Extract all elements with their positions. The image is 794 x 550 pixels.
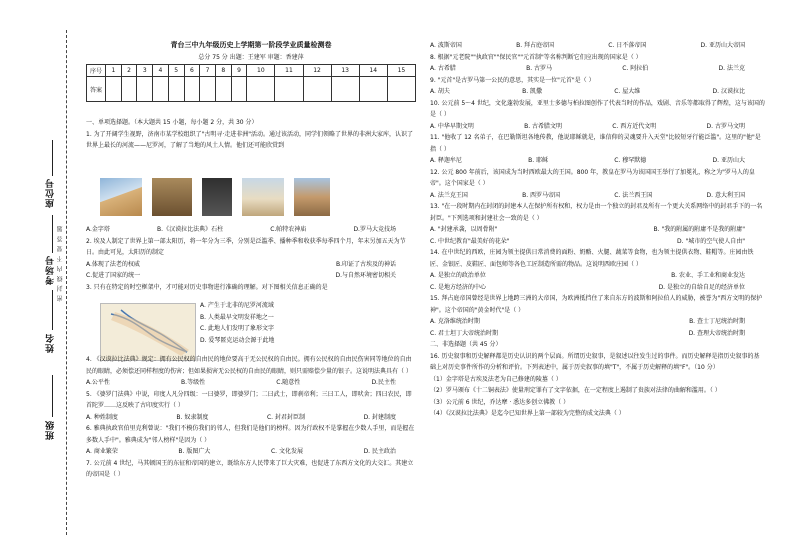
seat-underline — [52, 140, 53, 176]
answer-number: 7 — [200, 65, 216, 77]
q11-option-c[interactable]: C. 穆罕默德 — [614, 157, 647, 164]
q7-option-c[interactable]: C. 日不落帝国 — [608, 42, 647, 49]
answer-number: 3 — [137, 65, 153, 77]
q3-option-d[interactable]: D. 爱琴匿克运动会源于此地 — [200, 336, 275, 344]
mesopotamia-map — [100, 303, 196, 361]
q3-options — [200, 300, 415, 346]
q14-option-b[interactable]: B. 农业、手工业和商业发达 — [671, 272, 745, 279]
answer-cell[interactable] — [137, 77, 153, 102]
q6-option-d[interactable]: D. 民主政治 — [363, 448, 396, 455]
q14-option-c[interactable]: C. 是地方经济的中心 — [430, 283, 487, 291]
q12-option-c[interactable]: C. 法兰西王国 — [614, 191, 653, 199]
answer-cell[interactable] — [359, 77, 387, 102]
parthenon-image — [242, 178, 284, 216]
stele-image — [202, 178, 232, 216]
name-underline — [52, 290, 53, 330]
exam-title: 青台三中九年级历史上学期第一阶段学业质量检测卷 — [170, 41, 332, 49]
q2-option-d[interactable]: D.与自然环境密切相关 — [335, 272, 396, 279]
question-15: 15. 拜占庭帝国曾经是世界上地跨三洲的大帝国，为欧洲抵挡住了来自东方的波斯和阿拉伯人的威胁，被誉为"西方文明的保护神"。这个帝国的"黄金时代"是（ ） — [430, 295, 763, 314]
q11-option-d[interactable]: D. 亚历山大 — [712, 157, 745, 164]
q1-option-d[interactable]: D.罗马大竞技场 — [353, 226, 396, 233]
q4-option-d[interactable]: D.民主性 — [371, 379, 396, 386]
answer-cell[interactable] — [153, 77, 169, 102]
q4-option-c[interactable]: C.随意性 — [276, 379, 301, 386]
q11-option-a[interactable]: A. 释迦牟尼 — [430, 157, 462, 164]
q2-option-a[interactable]: A.体现了法老的权威 — [86, 260, 140, 268]
name-label: 姓名 — [46, 333, 56, 353]
q1-option-b[interactable]: B.《汉谟拉比法典》石柱 — [157, 226, 224, 233]
q6-option-c[interactable]: C. 文化发展 — [270, 448, 303, 455]
answer-cell[interactable] — [303, 77, 331, 102]
q16-item-3: （3）公元前 6 世纪，乔达摩 · 悉达多创立佛教（ ） — [430, 398, 570, 406]
question-5: 5. 《婆罗门法典》中说，印度人凡分四级：一曰婆罗，即婆罗门；二曰武士，即刹帝利；三曰工人，即吠舍；四曰农民，即首陀罗……这反映了古印度实行（ ） — [86, 390, 412, 409]
q8-option-b[interactable]: B. 古罗马 — [526, 65, 553, 72]
answer-number: 11 — [275, 65, 303, 77]
q15-option-c[interactable]: C. 君士坦丁大帝统治时期 — [430, 329, 499, 337]
q3-option-a[interactable]: A. 产生于北非的尼罗河流域 — [200, 302, 274, 309]
q12-option-a[interactable]: A. 法兰克王国 — [430, 191, 468, 199]
q4-option-b[interactable]: B.等级性 — [181, 379, 206, 386]
seal-note: 密 封 线 内 不 要 答 题 — [57, 225, 64, 302]
q15-option-b[interactable]: B. 查士丁尼统治时期 — [689, 318, 745, 325]
pyramid-image — [100, 178, 142, 216]
q6-option-b[interactable]: B. 版图广大 — [178, 448, 211, 455]
question-9: 9. "元首"是古罗马第一公民的意思，其实是一位"元首"是（ ） — [430, 76, 595, 84]
seal-line — [66, 30, 67, 535]
q1-option-a[interactable]: A.金字塔 — [86, 226, 110, 233]
answer-cell[interactable] — [200, 77, 216, 102]
q2-option-c[interactable]: C.促进了国家的统一 — [86, 272, 141, 279]
answer-cell[interactable] — [247, 77, 275, 102]
answer-number: 9 — [231, 65, 247, 77]
answer-cell[interactable] — [387, 77, 415, 102]
q1-option-c[interactable]: C.帕特农神庙 — [270, 226, 307, 233]
answer-number: 12 — [303, 65, 331, 77]
answer-cell[interactable] — [168, 77, 184, 102]
q2-option-b[interactable]: B.印证了古埃及的神话 — [335, 260, 396, 268]
q9-option-b[interactable]: B. 凯撒 — [522, 88, 543, 95]
section1 — [86, 117, 416, 152]
question-1: 1. 为了开阔学生视野，济南市某学校组织了"古明寻·走进非洲"活动。通过该活动，同学们领略了世界的非洲大家库，认识了世界上最长的河流——尼罗河，了解了当地的风土人情。他们还可能欣赏到 — [86, 130, 414, 149]
question-6: 6. 雅典执政官伯里克利曾说："我们不模仿我们的邻人，但我们是他们的榜样。因为行政权不是掌握在少数人手里，而是握在多数人手中"。雅典成为"邻人榜样"是因为（ ） — [86, 425, 415, 444]
questions-4-7 — [86, 354, 416, 481]
sphinx-image — [152, 178, 192, 216]
answer-number: 15 — [387, 65, 415, 77]
q5-option-a[interactable]: A. 种姓制度 — [86, 413, 118, 421]
q13-option-b[interactable]: B. "我的附属的附庸不是我的附庸" — [653, 226, 745, 233]
q9-option-c[interactable]: C. 屋大维 — [614, 88, 641, 95]
answer-number: 10 — [247, 65, 275, 77]
section2-heading: 二、非选择题（共 45 分） — [430, 341, 502, 348]
answer-number: 8 — [215, 65, 231, 77]
question-3: 3. 只有在特定的时空框架中，才可能对历史事物进行准确的理解。对下图相关信息正确的是 — [86, 283, 328, 291]
question-7: 7. 公元前 4 世纪，马其顿国王的东征和帝国的建立，既给东方人民带来了巨大灾难，也促进了东西方文化的大交汇。其建立的帝国是（ ） — [86, 459, 414, 478]
colosseum-image — [294, 178, 330, 216]
q16-item-1: （1）金字塔是古埃及法老为自己修建的陵墓（ ） — [430, 375, 562, 383]
q11-option-b[interactable]: B. 耶稣 — [528, 157, 549, 164]
q7-option-b[interactable]: B. 拜占庭帝国 — [516, 42, 555, 49]
q15-option-a[interactable]: A. 克洛维统治时期 — [430, 318, 480, 325]
q7-option-a[interactable]: A. 波斯帝国 — [430, 42, 462, 49]
q6-option-a[interactable]: A. 商业繁荣 — [86, 448, 118, 455]
answer-cell[interactable] — [275, 77, 303, 102]
answer-number: 5 — [168, 65, 184, 77]
q10-option-a[interactable]: A. 中华早期文明 — [430, 122, 474, 130]
q13-option-d[interactable]: D. "城市的空气使人自由" — [677, 237, 745, 245]
binding-margin — [0, 0, 80, 550]
q9-option-a[interactable]: A. 胡夫 — [430, 88, 450, 95]
q10-option-d[interactable]: D. 古罗马文明 — [706, 122, 745, 130]
q7-option-d[interactable]: D. 亚历山大帝国 — [700, 42, 745, 49]
q14-option-a[interactable]: A. 是独立的政治单位 — [430, 272, 486, 279]
q12-option-b[interactable]: B. 西罗马帝国 — [522, 191, 561, 199]
answer-cell[interactable] — [215, 77, 231, 102]
row-label-number: 序号 — [87, 65, 106, 77]
q5-option-c[interactable]: C. 封君封臣制 — [266, 413, 305, 421]
answer-cell[interactable] — [331, 77, 359, 102]
q5-option-b[interactable]: B. 奴隶制度 — [176, 413, 209, 421]
question-12: 12. 公元 800 年前后，该国成为当时西欧最大的王国。800 年，教皇在罗马为该国国王举行了加冕礼，称之为"罗马人的皇帝"。这个国家是（ ） — [430, 168, 755, 187]
answer-cell[interactable] — [121, 77, 137, 102]
q1-images — [100, 178, 330, 216]
answer-cell[interactable] — [184, 77, 200, 102]
answer-number: 2 — [121, 65, 137, 77]
q4-option-a[interactable]: A.公平性 — [86, 379, 110, 386]
q12-option-d[interactable]: D. 意大利王国 — [706, 191, 745, 199]
q14-option-d[interactable]: D. 是独立的自给自足的经济单位 — [658, 283, 745, 291]
answer-cell[interactable] — [231, 77, 247, 102]
question-8: 8. 根据"元老院""执政官""保民官""元首制"等名称判断它们应出现的国家是（ ） — [430, 53, 642, 61]
exam-room-label: 考场号 — [46, 255, 56, 285]
q10-option-b[interactable]: B. 古希腊文明 — [524, 122, 563, 130]
q8-option-c[interactable]: C. 阿拉伯 — [622, 65, 649, 72]
answer-number: 14 — [359, 65, 387, 77]
right-column — [430, 40, 765, 420]
question-10: 10. 公元前 5～4 世纪，文化蓬勃发展，亚里士多德与柏拉图创作了代表当时的作品，戏剧、音乐等都取得了辉煌，这与该国的是（ ） — [430, 99, 765, 118]
class-underline — [52, 375, 53, 417]
question-16: 16. 历史叙事和历史解释都是历史认识的两个层面。所谓历史叙事，是叙述以往发生过的事件。而历史解释是指历史叙事的基础上对历史事件所作的分析和评价。下列表述中，属于历史叙事的填"T"，不属于历史解释的填"F"。（10 分） — [430, 352, 760, 371]
class-label: 班级 — [46, 420, 56, 440]
exam-meta: 总分 75 分 出题：王建军 审题：香建萍 — [198, 54, 304, 61]
q3-option-b[interactable]: B. 人类最早文明发祥地之一 — [200, 313, 274, 321]
q13-option-c[interactable]: C. 中世纪教育"最美好的花朵" — [430, 237, 510, 245]
q16-item-4: （4）《汉谟拉比法典》是迄今已知世界上第一部较为完整的成文法典（ ） — [430, 410, 625, 417]
question-4: 4. 《汉谟拉比法典》规定：拥有公民权的自由民的地位要高于无公民权的自由民。拥有公民权的自由民伤害同等地位的自由民的眼睛，必须偿还同样程度的伤害；但如果损害无公民权的自由民的眼睛，则只需赔偿少量的银子。这说明法典具有（ ） — [86, 356, 412, 375]
q15-option-d[interactable]: D. 查理大帝统治时期 — [688, 329, 745, 337]
question-2: 2. 埃及人制定了世界上第一部太阳历，将一年分为三季，分别是泛滥季、播种季和收获季每季四个月，年末另加五天为节日。由此可见，太阳历的制定 — [86, 237, 406, 256]
q13-option-a[interactable]: A. "封建承袭，以周骨附" — [430, 226, 498, 233]
seat-label: 座位号 — [46, 178, 56, 208]
q8-option-a[interactable]: A. 古希腊 — [430, 65, 456, 72]
question-11: 11. "他收了 12 名弟子，在巴勒斯坦各地传教，他说耶稣就是，谁信仰的灵魂要升入天堂"比较短牙行能泛滥"。这里的"他"是指（ ） — [430, 134, 761, 153]
answer-table — [86, 64, 416, 102]
answer-input-row — [87, 77, 416, 102]
q3-option-c[interactable]: C. 此地人们发明了象形文字 — [200, 325, 275, 332]
exam-underline — [52, 215, 53, 253]
section1-heading: 一、单项选择题。（本大题共 15 小题，每小题 2 分，共 30 分） — [86, 119, 258, 126]
q5-option-d[interactable]: D. 封建制度 — [363, 413, 396, 421]
row-label-answer: 答案 — [87, 77, 106, 102]
map-graphic — [101, 304, 195, 360]
q16-item-2: （2）罗马颁布《十二铜表法》使量刑定罪有了文字依据，在一定程度上遏制了贵族对法律的曲解和滥用。（ ） — [430, 387, 721, 394]
q9-option-d[interactable]: D. 汉谟拉比 — [712, 88, 745, 95]
q1-options — [86, 224, 416, 293]
q8-option-d[interactable]: D. 法兰克 — [718, 65, 745, 72]
q10-option-c[interactable]: C. 西方近代文明 — [612, 122, 657, 130]
answer-number: 13 — [331, 65, 359, 77]
answer-number: 6 — [184, 65, 200, 77]
answer-number: 1 — [106, 65, 122, 77]
question-13: 13. "在一段时期内在封闭的封建本人在保护所有权和，权力是由一个独立的封君及所有一个更大关系网络中的封君手下的一名封臣。"下列选项和封建社会一致的是（ ） — [430, 203, 763, 222]
answer-number-row — [87, 65, 416, 77]
question-14: 14. 在中世纪的西欧，庄园为领主提供日常消费的面粉、奶酪、火腿、蔬菜等食物，也为领主提供衣物、鞋帽等。庄园由铁匠、金银匠、皮鞋匠、面包师等各色工匠制造所需的物品。这说明西欧庄园（ ） — [430, 249, 754, 268]
answer-number: 4 — [153, 65, 169, 77]
answer-cell[interactable] — [106, 77, 122, 102]
